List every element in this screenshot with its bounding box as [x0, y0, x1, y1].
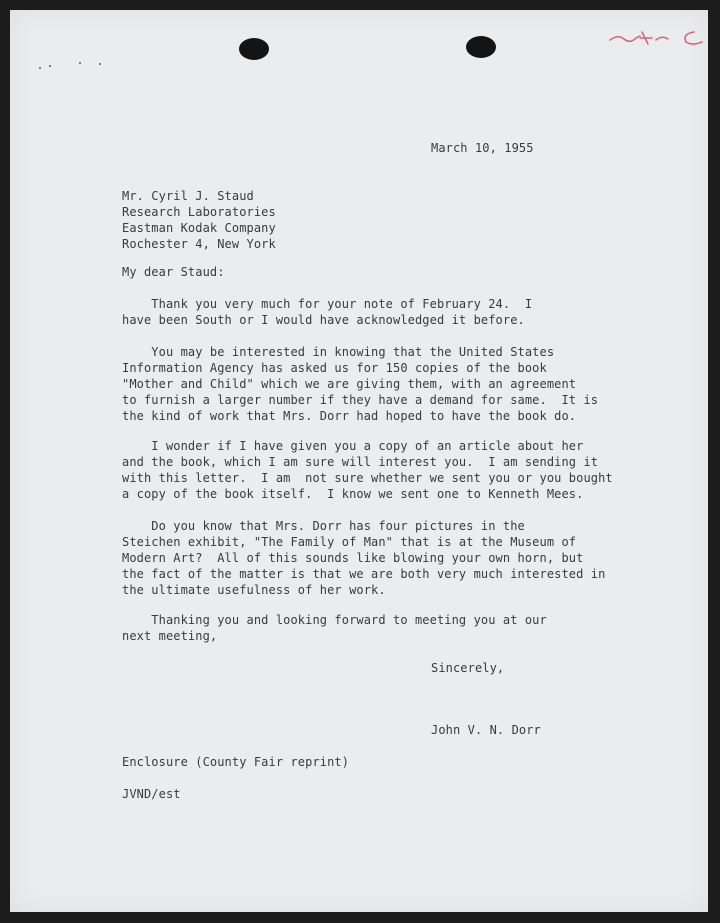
paragraph-line: with this letter. I am not sure whether we sent you or you bought — [122, 471, 613, 485]
paper-specks — [36, 54, 106, 74]
letter-date: March 10, 1955 — [431, 141, 534, 155]
paragraph-line: the fact of the matter is that we are both very much interested in — [122, 567, 606, 581]
paragraph-line: a copy of the book itself. I know we sent one to Kenneth Mees. — [122, 487, 584, 501]
paragraph-line: "Mother and Child" which we are giving them, with an agreement — [122, 377, 577, 391]
paragraph-line: to furnish a larger number if they have a demand for same. It is — [122, 393, 599, 407]
salutation: My dear Staud: — [122, 265, 225, 279]
body-paragraph-5 — [122, 612, 547, 644]
letter-paper — [10, 10, 708, 912]
punch-hole-left — [239, 38, 269, 60]
paragraph-line: have been South or I would have acknowledged it before. — [122, 313, 525, 327]
paragraph-line: Steichen exhibit, "The Family of Man" that is at the Museum of — [122, 535, 577, 549]
reference-initials: JVND/est — [122, 787, 181, 801]
addressee-line: Research Laboratories — [122, 205, 276, 219]
addressee-block — [122, 188, 276, 252]
paragraph-line: and the book, which I am sure will interest you. I am sending it — [122, 455, 599, 469]
paragraph-line: Information Agency has asked us for 150 copies of the book — [122, 361, 547, 375]
enclosure-note: Enclosure (County Fair reprint) — [122, 755, 350, 769]
paragraph-line: Do you know that Mrs. Dorr has four pictures in the — [122, 519, 525, 533]
body-paragraph-3 — [122, 438, 613, 502]
paragraph-line: Thanking you and looking forward to meeting you at our — [122, 613, 547, 627]
paragraph-line: Modern Art? All of this sounds like blowing your own horn, but — [122, 551, 584, 565]
paragraph-line: Thank you very much for your note of February 24. I — [122, 297, 533, 311]
handwritten-annotation-mark — [606, 26, 710, 52]
addressee-line: Mr. Cyril J. Staud — [122, 189, 254, 203]
punch-hole-right — [466, 36, 496, 58]
complimentary-closing: Sincerely, — [431, 661, 505, 675]
body-paragraph-2 — [122, 344, 598, 424]
signature-name: John V. N. Dorr — [431, 723, 541, 737]
paragraph-line: next meeting, — [122, 629, 218, 643]
paragraph-line: the ultimate usefulness of her work. — [122, 583, 386, 597]
body-paragraph-4 — [122, 518, 605, 598]
paragraph-line: I wonder if I have given you a copy of an article about her — [122, 439, 584, 453]
paragraph-line: You may be interested in knowing that the United States — [122, 345, 555, 359]
body-paragraph-1 — [122, 296, 532, 328]
paragraph-line: the kind of work that Mrs. Dorr had hoped to have the book do. — [122, 409, 577, 423]
addressee-line: Eastman Kodak Company — [122, 221, 276, 235]
addressee-line: Rochester 4, New York — [122, 237, 276, 251]
